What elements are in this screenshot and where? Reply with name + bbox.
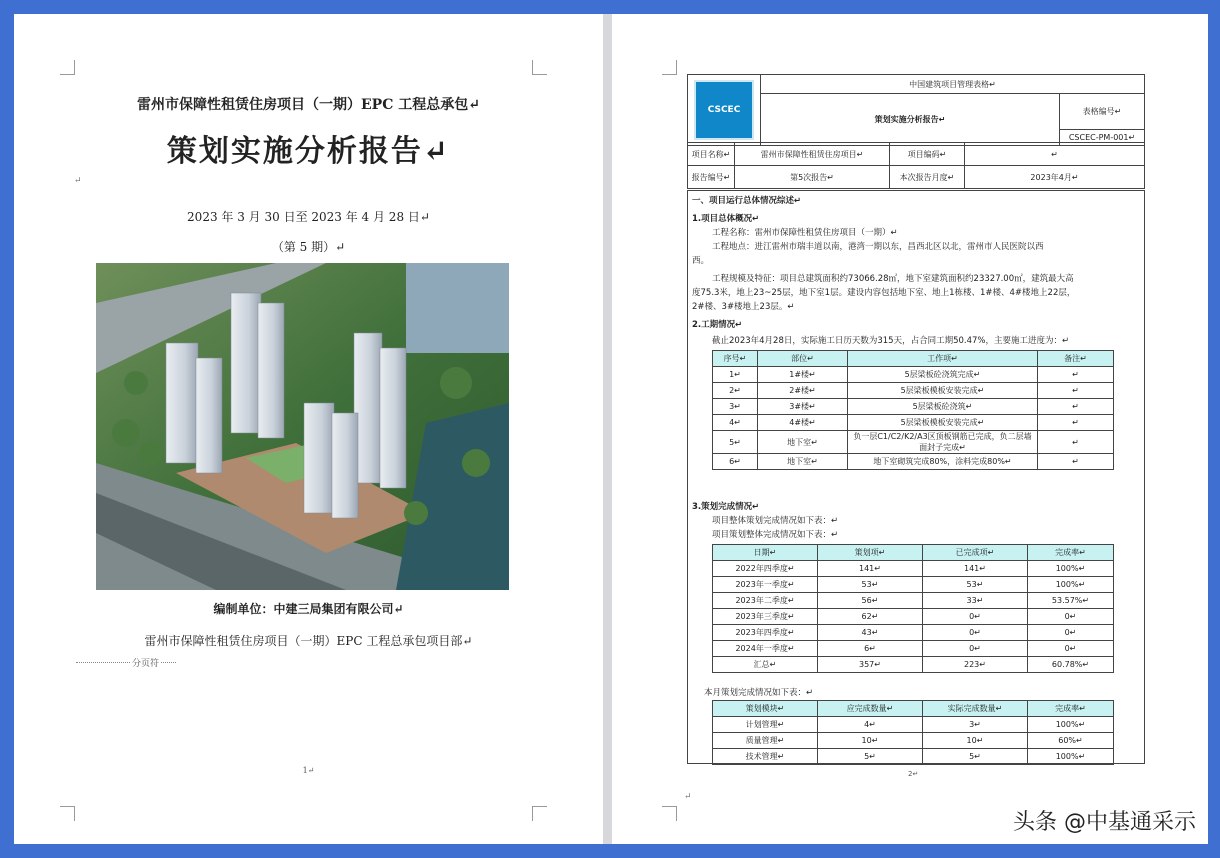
plan-row (713, 625, 1114, 641)
report-period: （第 5 期）↵ (271, 240, 346, 254)
month-row-cell: 100%↵ (1028, 749, 1114, 765)
plan-header: 完成率↵ (1028, 545, 1114, 561)
form-number: CSCEC-PM-001↵ (1060, 130, 1145, 146)
plan-row-cell: 6↵ (818, 641, 923, 657)
paragraph-mark: ↵ (74, 176, 82, 186)
plan-row-cell: 2023年四季度↵ (713, 625, 818, 641)
plan-row-cell: 141↵ (818, 561, 923, 577)
progress-row-cell: 5↵ (713, 431, 758, 454)
month-row-cell: 60%↵ (1028, 733, 1114, 749)
progress-table (712, 350, 1114, 470)
project-code-label: 项目编码↵ (890, 143, 965, 166)
report-subtitle: 雷州市保障性租赁住房项目（一期）EPC 工程总承包↵ (137, 97, 480, 113)
plan-row-cell: 53↵ (818, 577, 923, 593)
project-location-line: 工程地点：进江雷州市瑞丰道以南，港湾一期以东，昌西北区以北，雷州市人民医院以西 (712, 242, 1044, 252)
report-number-label: 报告编号↵ (688, 166, 735, 189)
plan-header: 策划项↵ (818, 545, 923, 561)
plan-row-cell: 56↵ (818, 593, 923, 609)
page-number: 1↵ (302, 766, 315, 775)
monthly-planning-intro: 本月策划完成情况如下表：↵ (704, 688, 814, 698)
month-header: 完成率↵ (1028, 701, 1114, 717)
progress-row-cell: 地下室砌筑完成80%，涂料完成80%↵ (848, 454, 1038, 470)
progress-header: 部位↵ (758, 351, 848, 367)
report-date-range: 2023 年 3 月 30 日至 2023 年 4 月 28 日↵ (187, 210, 430, 224)
section-1-heading: 一、项目运行总体情况综述↵ (692, 196, 802, 206)
month-row (713, 749, 1114, 765)
plan-row-cell: 100%↵ (1028, 577, 1114, 593)
subsection-planning: 3.策划完成情况↵ (692, 502, 760, 512)
month-row-cell: 5↵ (818, 749, 923, 765)
progress-row (713, 454, 1114, 470)
margin-corner-mark (60, 60, 75, 75)
monthly-planning-table (712, 700, 1114, 765)
project-scale-line: 工程规模及特征：项目总建筑面积约73066.28㎡，地下室建筑面积约23327.00㎡，建筑最大高 (712, 274, 1074, 284)
plan-row-cell: 2023年二季度↵ (713, 593, 818, 609)
progress-row-cell: ↵ (1038, 431, 1114, 454)
management-system-title: 中国建筑项目管理表格↵ (761, 75, 1145, 94)
month-row-cell: 4↵ (818, 717, 923, 733)
form-name: 策划实施分析报告↵ (761, 94, 1060, 146)
month-row (713, 717, 1114, 733)
progress-row-cell: 2↵ (713, 383, 758, 399)
subsection-schedule: 2.工期情况↵ (692, 320, 743, 330)
month-row-cell: 10↵ (923, 733, 1028, 749)
cscec-logo-cell (688, 75, 761, 146)
progress-row-cell: 2#楼↵ (758, 383, 848, 399)
plan-row-cell: 60.78%↵ (1028, 657, 1114, 673)
plan-row-cell: 100%↵ (1028, 561, 1114, 577)
compiler-unit: 编制单位：中建三局集团有限公司↵ (213, 602, 404, 616)
progress-row-cell: 5层梁板砼浇筑完成↵ (848, 367, 1038, 383)
month-row-cell: 技术管理↵ (713, 749, 818, 765)
month-row-cell: 3↵ (923, 717, 1028, 733)
form-header-table (687, 74, 1145, 146)
plan-row (713, 577, 1114, 593)
progress-row-cell: 地下室↵ (758, 454, 848, 470)
plan-row-cell: 0↵ (923, 625, 1028, 641)
project-name-label: 项目名称↵ (688, 143, 735, 166)
plan-row-cell: 0↵ (1028, 625, 1114, 641)
section-break-label: 分页符 (130, 656, 161, 669)
plan-row (713, 609, 1114, 625)
month-row-cell: 5↵ (923, 749, 1028, 765)
project-name-line: 工程名称：雷州市保障性租赁住房项目（一期）↵ (712, 228, 898, 238)
margin-corner-mark (532, 806, 547, 821)
margin-corner-mark (662, 60, 677, 75)
report-number-value: 第5次报告↵ (735, 166, 890, 189)
plan-row-cell: 0↵ (923, 641, 1028, 657)
month-row-cell: 10↵ (818, 733, 923, 749)
margin-corner-mark (532, 60, 547, 75)
progress-row-cell: ↵ (1038, 454, 1114, 470)
cscec-logo-text: CSCEC (707, 105, 741, 115)
month-header: 应完成数量↵ (818, 701, 923, 717)
progress-row-cell: 负一层C1/C2/K2/A3区顶板钢筋已完成，负二层墙面封子完成↵ (848, 431, 1038, 454)
progress-row (713, 431, 1114, 454)
plan-row-cell: 0↵ (1028, 609, 1114, 625)
plan-row-cell: 2023年一季度↵ (713, 577, 818, 593)
month-row-cell: 100%↵ (1028, 717, 1114, 733)
progress-row (713, 415, 1114, 431)
report-month-value: 2023年4月↵ (965, 166, 1145, 189)
month-row (713, 733, 1114, 749)
plan-row-cell: 223↵ (923, 657, 1028, 673)
progress-row-cell: 4#楼↵ (758, 415, 848, 431)
plan-row (713, 657, 1114, 673)
plan-row-cell: 43↵ (818, 625, 923, 641)
plan-row-cell: 2023年三季度↵ (713, 609, 818, 625)
plan-row (713, 641, 1114, 657)
planning-completion-table (712, 544, 1114, 673)
plan-row (713, 593, 1114, 609)
form-number-label: 表格编号↵ (1060, 94, 1145, 130)
margin-corner-mark (662, 806, 677, 821)
progress-row-cell: 1#楼↵ (758, 367, 848, 383)
project-code-value: ↵ (965, 143, 1145, 166)
plan-row-cell: 33↵ (923, 593, 1028, 609)
plan-row-cell: 53.57%↵ (1028, 593, 1114, 609)
plan-row-cell: 2024年一季度↵ (713, 641, 818, 657)
progress-header: 工作项↵ (848, 351, 1038, 367)
plan-row-cell: 0↵ (1028, 641, 1114, 657)
plan-header: 已完成项↵ (923, 545, 1028, 561)
plan-row-cell: 53↵ (923, 577, 1028, 593)
progress-row-cell: 3#楼↵ (758, 399, 848, 415)
progress-row-cell: ↵ (1038, 415, 1114, 431)
progress-row-cell: 1↵ (713, 367, 758, 383)
plan-row-cell: 汇总↵ (713, 657, 818, 673)
document-page-1 (14, 14, 603, 844)
report-title: 策划实施分析报告↵ (166, 134, 451, 169)
project-name-value: 雷州市保障性租赁住房项目↵ (735, 143, 890, 166)
page-number: 2↵ (908, 770, 919, 778)
plan-header: 日期↵ (713, 545, 818, 561)
progress-row-cell: ↵ (1038, 399, 1114, 415)
plan-row (713, 561, 1114, 577)
progress-row (713, 383, 1114, 399)
month-header: 策划模块↵ (713, 701, 818, 717)
project-department: 雷州市保障性租赁住房项目（一期）EPC 工程总承包项目部↵ (144, 634, 473, 648)
building-rendering-image (96, 263, 509, 590)
page-gap (603, 14, 612, 844)
planning-intro-2: 项目策划整体完成情况如下表：↵ (712, 530, 839, 540)
cscec-logo (694, 80, 754, 140)
subsection-overview: 1.项目总体概况↵ (692, 214, 760, 224)
progress-row-cell: 地下室↵ (758, 431, 848, 454)
schedule-summary: 截止2023年4月28日，实际施工日历天数为315天，占合同工期50.47%，主要施工进度为：↵ (712, 336, 1070, 346)
plan-row-cell: 2022年四季度↵ (713, 561, 818, 577)
margin-corner-mark (60, 806, 75, 821)
progress-row-cell: ↵ (1038, 383, 1114, 399)
plan-row-cell: 141↵ (923, 561, 1028, 577)
project-location-line-2: 西。 (692, 256, 710, 266)
project-info-table (687, 142, 1145, 189)
watermark: 头条 @中基通采示 (1013, 810, 1196, 835)
project-scale-line-3: 2#楼、3#楼地上23层。↵ (692, 302, 795, 312)
progress-row-cell: 6↵ (713, 454, 758, 470)
plan-row-cell: 0↵ (923, 609, 1028, 625)
progress-row-cell: 4↵ (713, 415, 758, 431)
progress-row-cell: 3↵ (713, 399, 758, 415)
progress-row-cell: 5层梁板模板安装完成↵ (848, 415, 1038, 431)
progress-row (713, 367, 1114, 383)
plan-row-cell: 357↵ (818, 657, 923, 673)
report-month-label: 本次报告月度↵ (890, 166, 965, 189)
month-row-cell: 计划管理↵ (713, 717, 818, 733)
progress-row (713, 399, 1114, 415)
paragraph-mark: ↵ (684, 792, 692, 802)
progress-row-cell: 5层梁板砼浇筑↵ (848, 399, 1038, 415)
document-page-2 (612, 14, 1208, 844)
progress-row-cell: 5层梁板模板安装完成↵ (848, 383, 1038, 399)
planning-intro-1: 项目整体策划完成情况如下表：↵ (712, 516, 839, 526)
progress-header: 序号↵ (713, 351, 758, 367)
project-scale-line-2: 度75.3米，地上23~25层，地下室1层。建设内容包括地下室、地上1栋楼、1#楼、4#楼地上22层， (692, 288, 1076, 298)
progress-row-cell: ↵ (1038, 367, 1114, 383)
month-header: 实际完成数量↵ (923, 701, 1028, 717)
month-row-cell: 质量管理↵ (713, 733, 818, 749)
progress-header: 备注↵ (1038, 351, 1114, 367)
plan-row-cell: 62↵ (818, 609, 923, 625)
